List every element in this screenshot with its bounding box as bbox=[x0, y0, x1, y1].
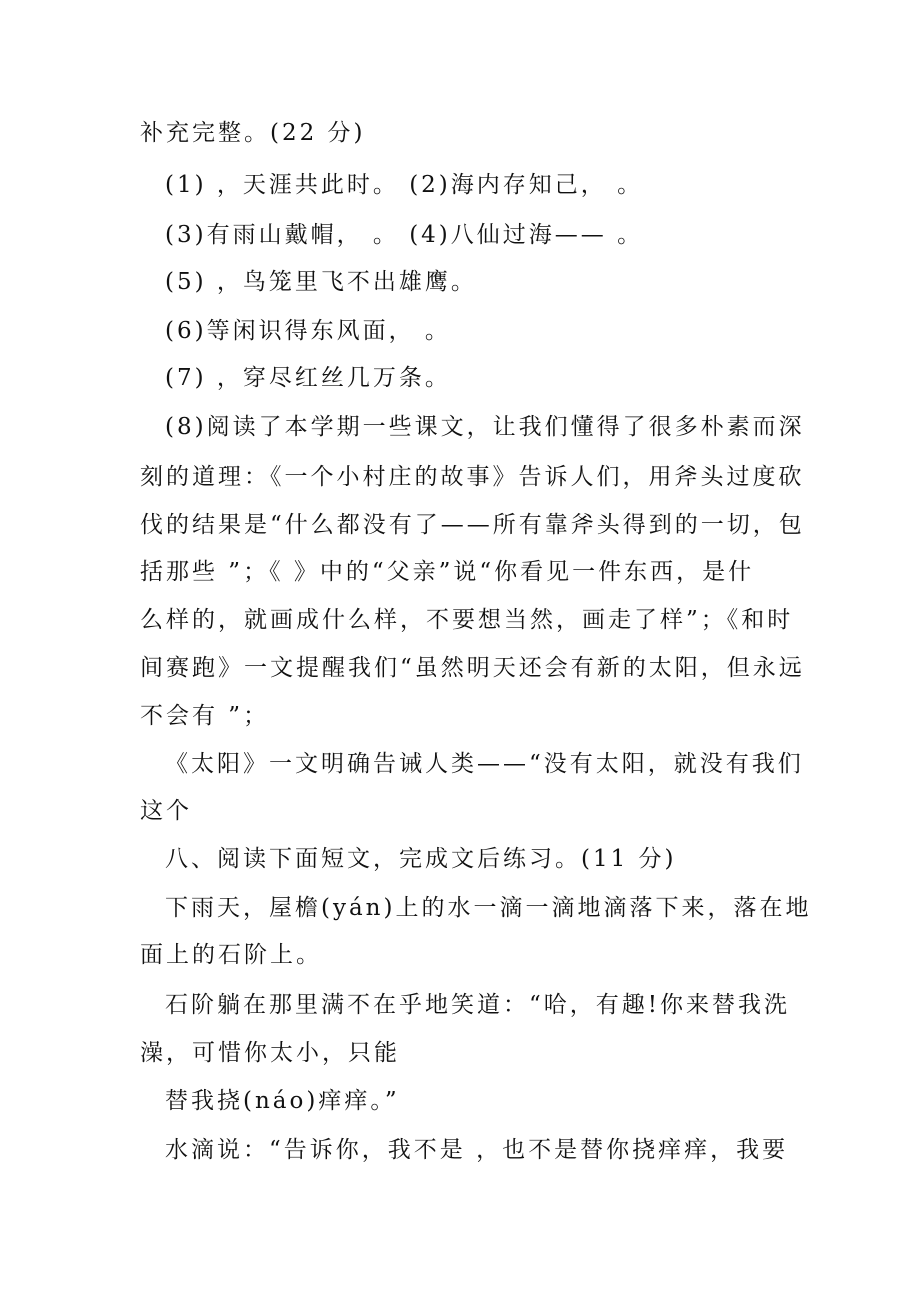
text-line: 刻的道理：《一个小村庄的故事》告诉人们，用斧头过度砍 bbox=[140, 464, 805, 490]
text-line: 替我挠(náo)痒痒。” bbox=[165, 1088, 400, 1114]
text-line: 么样的，就画成什么样，不要想当然，画走了样”；《和时 bbox=[140, 607, 794, 633]
text-line: (8)阅读了本学期一些课文，让我们懂得了很多朴素而深 bbox=[165, 414, 805, 440]
text-line: (6)等闲识得东风面， 。 bbox=[165, 318, 451, 344]
text-line: 面上的石阶上。 bbox=[140, 942, 322, 968]
text-line: (7) ，穿尽红丝几万条。 bbox=[165, 365, 451, 391]
text-line: (5) ，鸟笼里飞不出雄鹰。 bbox=[165, 269, 477, 295]
text-line: 澡，可惜你太小，只能 bbox=[140, 1040, 400, 1066]
text-line: 不会有 ”； bbox=[140, 703, 270, 729]
text-line: 括那些 ”；《 》中的“父亲”说“你看见一件东西，是什 bbox=[140, 559, 755, 585]
text-line: (3)有雨山戴帽， 。 (4)八仙过海—— 。 bbox=[165, 222, 644, 248]
text-line: 这个 bbox=[140, 798, 192, 824]
text-line: 下雨天，屋檐(yán)上的水一滴一滴地滴落下来，落在地 bbox=[165, 895, 812, 921]
text-line: (1) ，天涯共此时。 (2)海内存知己， 。 bbox=[165, 172, 644, 198]
text-line: 《太阳》一文明确告诫人类——“没有太阳，就没有我们 bbox=[165, 751, 804, 777]
text-line: 水滴说：“告诉你，我不是 ，也不是替你挠痒痒，我要 bbox=[165, 1137, 789, 1163]
text-line: 石阶躺在那里满不在乎地笑道：“哈，有趣!你来替我洗 bbox=[165, 992, 791, 1018]
text-line: 间赛跑》一文提醒我们“虽然明天还会有新的太阳，但永远 bbox=[140, 655, 805, 681]
text-line: 八、阅读下面短文，完成文后练习。(11 分) bbox=[165, 846, 677, 872]
text-line: 伐的结果是“什么都没有了——所有靠斧头得到的一切，包 bbox=[140, 512, 805, 538]
text-line: 补充完整。(22 分) bbox=[140, 120, 366, 146]
